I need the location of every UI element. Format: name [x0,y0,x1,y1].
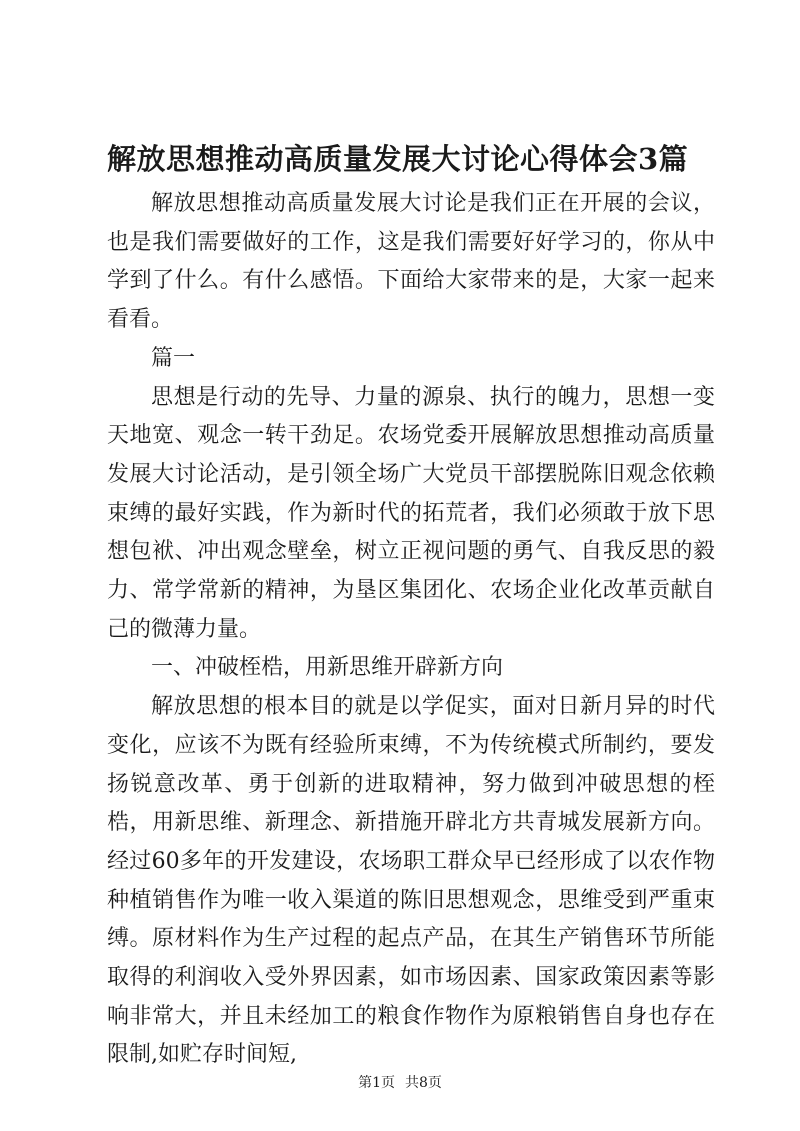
section-heading-part-one: 篇一 [151,345,196,371]
page-number: 第1页 [358,1075,395,1091]
page-total: 共8页 [405,1075,442,1091]
body-paragraph: 思想是行动的先导、力量的源泉、执行的魄力，思想一变天地宽、观念一转干劲足。农场党委开展解放思想推动高质量发展大讨论活动，是引领全场广大党员干部摆脱陈旧观念依赖束缚的最好实践，作为新时代的拓荒者，我们必须敢于放下思想包袱、冲出观念壁垒，树立正视问题的勇气、自我反思的毅力、常学常新的精神，为垦区集团化、农场企业化改革贡献自己的微薄力量。 [107,384,715,642]
document-title: 解放思想推动高质量发展大讨论心得体会3篇 [107,142,689,176]
page-footer [0,1073,800,1093]
subsection-heading: 一、冲破桎梏，用新思维开辟新方向 [151,655,504,681]
body-paragraph: 解放思想的根本目的就是以学促实，面对日新月异的时代变化，应该不为既有经验所束缚，不为传统模式所制约，要发扬锐意改革、勇于创新的进取精神，努力做到冲破思想的桎梏，用新思维、新理念、新措施开辟北方共青城发展新方向。经过60多年的开发建设，农场职工群众早已经形成了以农作物种植销售作为唯一收入渠道的陈旧思想观念，思维受到严重束缚。原材料作为生产过程的起点产品，在其生产销售环节所能取得的利润收入受外界因素，如市场因素、国家政策因素等影响非常大，并且未经加工的粮食作物作为原粮销售自身也存在限制,如贮存时间短, [107,694,715,1068]
intro-paragraph: 解放思想推动高质量发展大讨论是我们正在开展的会议，也是我们需要做好的工作，这是我们需要好好学习的，你从中学到了什么。有什么感悟。下面给大家带来的是，大家一起来看看。 [107,191,715,333]
document-body [107,185,715,1075]
